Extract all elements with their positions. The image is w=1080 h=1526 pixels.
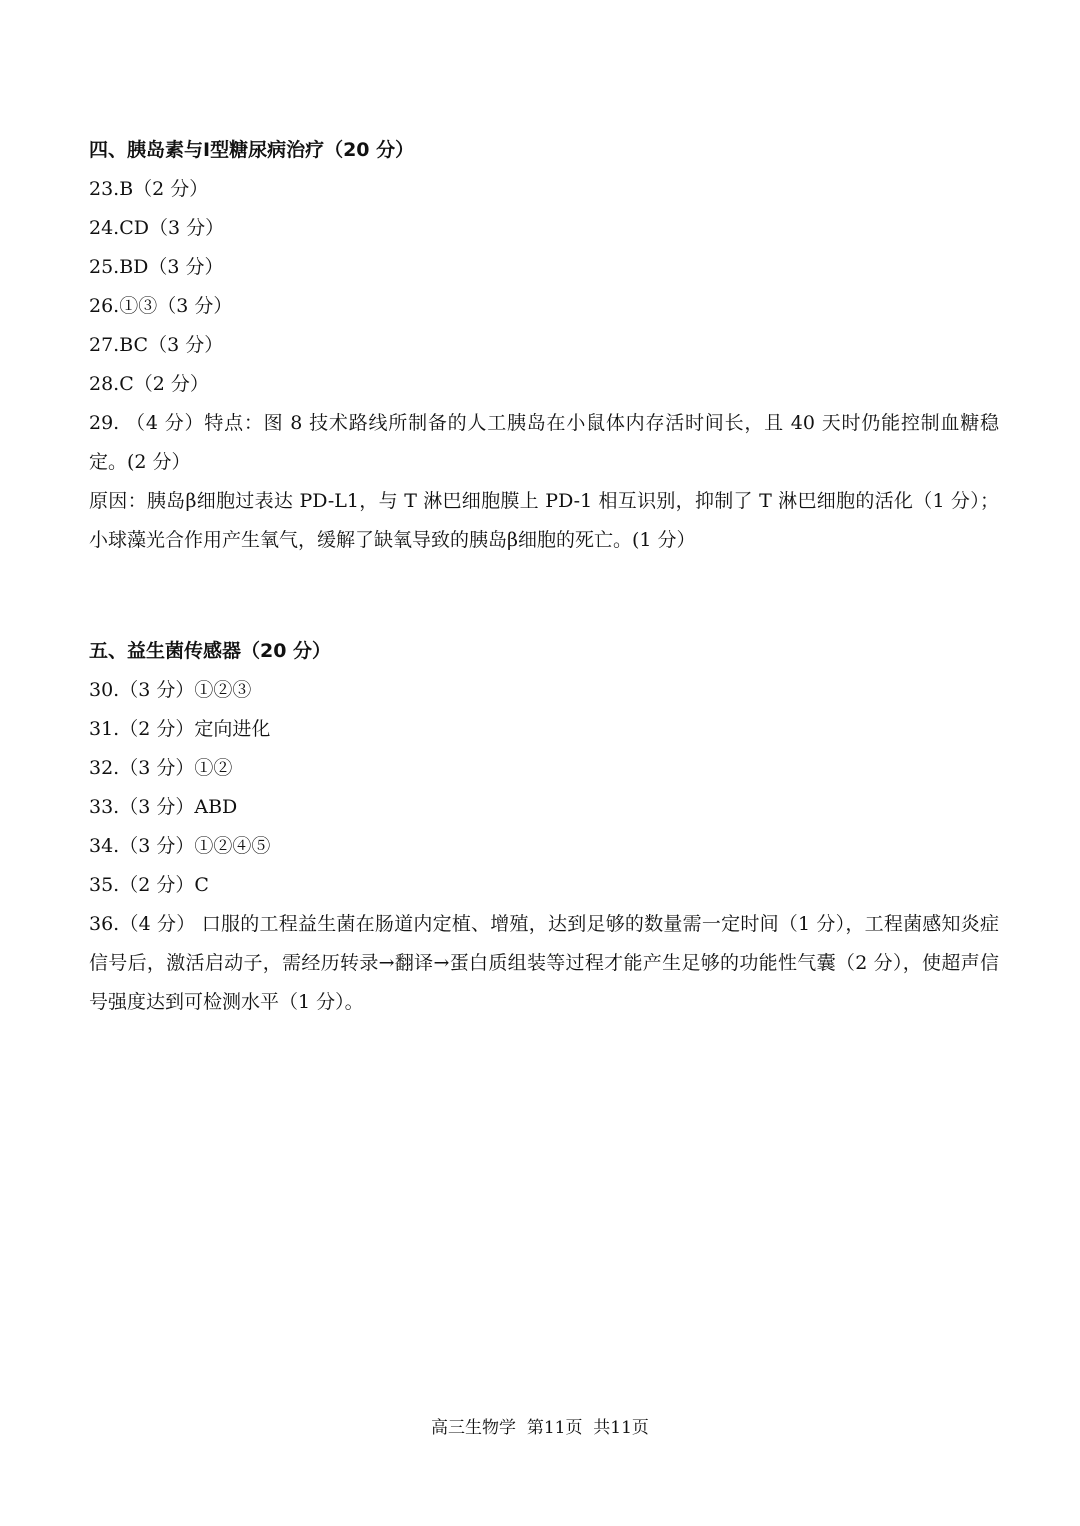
answer-28: 28.C（2 分） [89,373,209,395]
page-content [89,131,999,1022]
section-4-title: 四、胰岛素与Ⅰ型糖尿病治疗（20 分） [89,139,415,161]
answer-35: 35.（2 分）C [89,874,209,896]
answer-36: 36.（4 分） 口服的工程益生菌在肠道内定植、增殖，达到足够的数量需一定时间（1 分），工程菌感知炎症信号后，激活启动子，需经历转录→翻译→蛋白质组装等过程才能产生足够的功能性气囊（2 分），使超声信号强度达到可检测水平（1 分）。 [89,913,999,1013]
answer-34: 34.（3 分）①②④⑤ [89,835,271,857]
section-5-title: 五、益生菌传感器（20 分） [89,640,332,662]
answer-23: 23.B（2 分） [89,178,209,200]
answer-29-reason: 原因：胰岛β细胞过表达 PD-L1，与 T 淋巴细胞膜上 PD-1 相互识别，抑制了 T 淋巴细胞的活化（1 分）；小球藻光合作用产生氧气，缓解了缺氧导致的胰岛β细胞的死亡。(1 分） [89,490,999,551]
answer-33: 33.（3 分）ABD [89,796,238,818]
answer-26: 26.①③（3 分） [89,295,233,317]
answer-31: 31.（2 分）定向进化 [89,718,271,740]
answer-30: 30.（3 分）①②③ [89,679,252,701]
answer-29-feature: 29. （4 分）特点：图 8 技术路线所制备的人工胰岛在小鼠体内存活时间长，且 40 天时仍能控制血糖稳定。(2 分） [89,412,999,473]
answer-24: 24.CD（3 分） [89,217,225,239]
answer-27: 27.BC（3 分） [89,334,224,356]
answer-32: 32.（3 分）①② [89,757,233,779]
section-gap [89,560,999,632]
answer-25: 25.BD（3 分） [89,256,224,278]
page-footer: 高三生物学 第11页 共11页 [431,1418,649,1438]
